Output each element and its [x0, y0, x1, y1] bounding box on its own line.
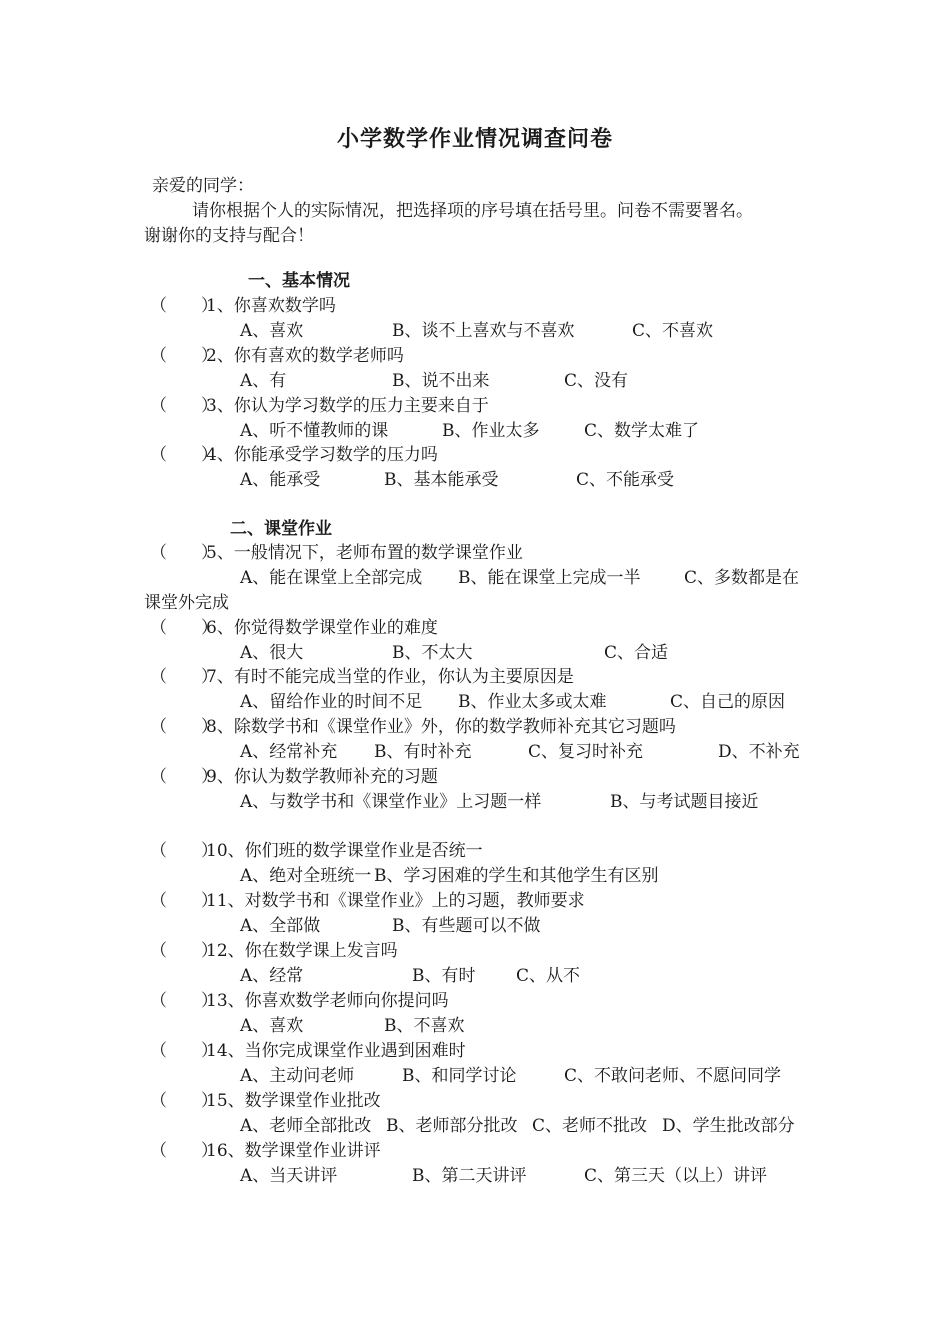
option: A、能在课堂上全部完成	[240, 568, 423, 588]
answer-blank[interactable]: （ ）	[150, 1041, 218, 1061]
option: B、作业太多	[442, 421, 540, 441]
answer-blank[interactable]: （ ）	[150, 296, 218, 316]
answer-blank[interactable]: （ ）	[150, 543, 218, 563]
answer-blank[interactable]: （ ）	[150, 618, 218, 638]
option: C、自己的原因	[670, 692, 786, 712]
intro-line-1: 请你根据个人的实际情况，把选择项的序号填在括号里。问卷不需要署名。	[192, 201, 753, 221]
option: C、老师不批改	[532, 1116, 648, 1136]
option: A、喜欢	[240, 321, 304, 341]
option: B、与考试题目接近	[610, 792, 759, 812]
option: B、能在课堂上完成一半	[458, 568, 641, 588]
option: A、经常补充	[240, 742, 338, 762]
option: B、基本能承受	[384, 470, 499, 490]
option: C、没有	[564, 371, 629, 391]
answer-blank[interactable]: （ ）	[150, 396, 218, 416]
question-text: 1、你喜欢数学吗	[206, 296, 336, 316]
answer-blank[interactable]: （ ）	[150, 767, 218, 787]
option: C、不喜欢	[632, 321, 714, 341]
option: B、作业太多或太难	[458, 692, 607, 712]
option: A、能承受	[240, 470, 321, 490]
answer-blank[interactable]: （ ）	[150, 1141, 218, 1161]
option: A、绝对全班统一	[240, 866, 372, 886]
option: A、老师全部批改	[240, 1116, 372, 1136]
option: B、有些题可以不做	[392, 916, 541, 936]
question-text: 4、你能承受学习数学的压力吗	[206, 445, 438, 465]
option: B、不太大	[392, 643, 473, 663]
greeting: 亲爱的同学：	[152, 176, 254, 196]
option: C、不敢问老师、不愿问同学	[564, 1066, 782, 1086]
answer-blank[interactable]: （ ）	[150, 717, 218, 737]
question-text: 7、有时不能完成当堂的作业，你认为主要原因是	[206, 667, 574, 687]
option: A、留给作业的时间不足	[240, 692, 423, 712]
question-text: 6、你觉得数学课堂作业的难度	[206, 618, 438, 638]
answer-blank[interactable]: （ ）	[150, 991, 218, 1011]
option-continuation: 课堂外完成	[144, 593, 229, 613]
option: C、第三天（以上）讲评	[584, 1166, 768, 1186]
option: A、当天讲评	[240, 1166, 338, 1186]
answer-blank[interactable]: （ ）	[150, 667, 218, 687]
question-text: 10、你们班的数学课堂作业是否统一	[206, 841, 483, 861]
intro-line-2: 谢谢你的支持与配合！	[144, 226, 314, 246]
option: A、很大	[240, 643, 304, 663]
answer-blank[interactable]: （ ）	[150, 941, 218, 961]
question-text: 15、数学课堂作业批改	[206, 1091, 381, 1111]
question-text: 5、一般情况下，老师布置的数学课堂作业	[206, 543, 523, 563]
option: B、老师部分批改	[386, 1116, 518, 1136]
option: C、多数都是在	[684, 568, 800, 588]
answer-blank[interactable]: （ ）	[150, 445, 218, 465]
option: A、喜欢	[240, 1016, 304, 1036]
option: C、复习时补充	[528, 742, 644, 762]
question-text: 9、你认为数学教师补充的习题	[206, 767, 438, 787]
question-text: 12、你在数学课上发言吗	[206, 941, 398, 961]
option: A、主动问老师	[240, 1066, 355, 1086]
option: C、合适	[604, 643, 669, 663]
option: D、不补充	[718, 742, 800, 762]
document-title: 小学数学作业情况调查问卷	[336, 127, 613, 152]
section-heading-classwork: 二、课堂作业	[230, 519, 332, 539]
option: D、学生批改部分	[662, 1116, 795, 1136]
option: B、不喜欢	[384, 1016, 465, 1036]
option: B、说不出来	[392, 371, 490, 391]
option: B、第二天讲评	[412, 1166, 527, 1186]
question-text: 11、对数学书和《课堂作业》上的习题，教师要求	[206, 891, 585, 911]
option: B、学习困难的学生和其他学生有区别	[374, 866, 659, 886]
answer-blank[interactable]: （ ）	[150, 1091, 218, 1111]
question-text: 2、你有喜欢的数学老师吗	[206, 346, 404, 366]
option: B、有时补充	[374, 742, 472, 762]
question-text: 8、除数学书和《课堂作业》外，你的数学教师补充其它习题吗	[206, 717, 676, 737]
option: B、谈不上喜欢与不喜欢	[392, 321, 575, 341]
answer-blank[interactable]: （ ）	[150, 891, 218, 911]
question-text: 14、当你完成课堂作业遇到困难时	[206, 1041, 466, 1061]
question-text: 3、你认为学习数学的压力主要来自于	[206, 396, 489, 416]
option: C、从不	[516, 966, 581, 986]
option: A、与数学书和《课堂作业》上习题一样	[240, 792, 542, 812]
answer-blank[interactable]: （ ）	[150, 841, 218, 861]
question-text: 16、数学课堂作业讲评	[206, 1141, 381, 1161]
option: C、不能承受	[576, 470, 675, 490]
option: A、经常	[240, 966, 304, 986]
option: A、有	[240, 371, 287, 391]
option: B、和同学讨论	[402, 1066, 517, 1086]
question-text: 13、你喜欢数学老师向你提问吗	[206, 991, 449, 1011]
option: C、数学太难了	[584, 421, 700, 441]
option: B、有时	[412, 966, 476, 986]
option: A、听不懂教师的课	[240, 421, 389, 441]
answer-blank[interactable]: （ ）	[150, 346, 218, 366]
section-heading-basic: 一、基本情况	[248, 271, 350, 291]
option: A、全部做	[240, 916, 321, 936]
